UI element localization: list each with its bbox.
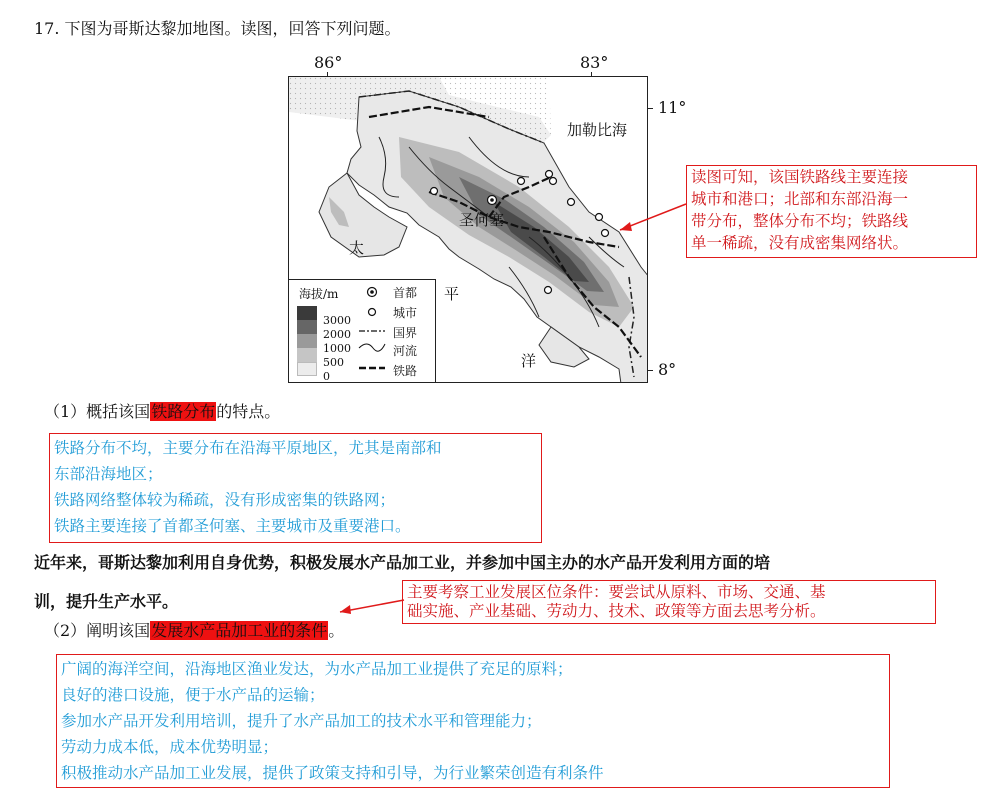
- map-note-box: [686, 165, 977, 258]
- q2-note-arrow: [330, 594, 406, 618]
- q2-note-line-2: 础实施、产业基础、劳动力、技术、政策等方面去思考分析。: [407, 602, 826, 620]
- answer-2-line-5: 积极推动水产品加工业发展，提供了政策支持和引导，为行业繁荣创造有利条件: [61, 764, 604, 782]
- legend-level-3000: 3000: [323, 314, 351, 327]
- pacific-label-1: 太: [349, 239, 365, 257]
- map-note-line-1: 读图可知，该国铁路线主要连接: [691, 168, 909, 186]
- lat-label-8: 8°: [658, 360, 677, 379]
- capital-label: 圣何塞: [459, 211, 505, 229]
- legend-railway: 铁路: [393, 364, 418, 378]
- intro-line-2: 训，提升生产水平。: [34, 592, 179, 611]
- map-note-line-2: 城市和港口；北部和东部沿海一: [691, 190, 909, 208]
- answer-2-line-2: 良好的港口设施，便于水产品的运输；: [61, 686, 325, 704]
- answer-2-line-4: 劳动力成本低，成本优势明显；: [61, 738, 279, 756]
- q2-highlight: 发展水产品加工业的条件: [151, 621, 328, 640]
- answer-1-box: [49, 433, 542, 543]
- answer-1-line-4: 铁路主要连接了首都圣何塞、主要城市及重要港口。: [54, 517, 411, 535]
- legend-title: 海拔/m: [299, 287, 339, 301]
- map-note-line-3: 带分布，整体分布不均；铁路线: [691, 212, 909, 230]
- legend-level-2000: 2000: [323, 328, 351, 341]
- answer-1-line-3: 铁路网络整体较为稀疏，没有形成密集的铁路网；: [54, 491, 396, 509]
- legend-level-1000: 1000: [323, 342, 351, 355]
- pacific-label-2: 平: [444, 285, 460, 303]
- q1-highlight: 铁路分布: [151, 402, 216, 421]
- map-note-line-4: 单一稀疏，没有成密集网络状。: [691, 234, 909, 252]
- legend-river: 河流: [393, 344, 418, 358]
- answer-2-line-3: 参加水产品开发利用培训，提升了水产品加工的技术水平和管理能力；: [61, 712, 542, 730]
- caribbean-sea-label: 加勒比海: [567, 121, 628, 139]
- legend-level-0: 0: [323, 370, 330, 383]
- q2-note-box: [402, 580, 936, 624]
- question-1: （1）概括该国铁路分布的特点。: [44, 402, 281, 421]
- lon-label-86: 86°: [314, 53, 343, 72]
- legend-city: 城市: [393, 306, 418, 320]
- legend-border: 国界: [393, 326, 418, 340]
- pacific-label-3: 洋: [521, 352, 537, 370]
- costa-rica-map: [288, 76, 648, 383]
- map-note-arrow: [610, 200, 690, 240]
- legend-symbols: [357, 282, 387, 382]
- intro-line-1: 近年来，哥斯达黎加利用自身优势，积极发展水产品加工业，并参加中国主办的水产品开发利用方面的培: [34, 553, 771, 572]
- answer-2-line-1: 广阔的海洋空间，沿海地区渔业发达，为水产品加工业提供了充足的原料；: [61, 660, 573, 678]
- lat-label-11: 11°: [658, 98, 687, 117]
- q2-note-line-1: 主要考察工业发展区位条件：要尝试从原料、市场、交通、基: [407, 583, 826, 601]
- legend-capital: 首都: [393, 286, 418, 300]
- lon-label-83: 83°: [580, 53, 609, 72]
- answer-2-box: [56, 654, 890, 788]
- map-legend: [289, 279, 436, 383]
- legend-level-500: 500: [323, 356, 344, 369]
- answer-1-line-2: 东部沿海地区；: [54, 465, 163, 483]
- question-title: 17. 下图为哥斯达黎加地图。读图，回答下列问题。: [34, 19, 401, 38]
- answer-1-line-1: 铁路分布不均，主要分布在沿海平原地区，尤其是南部和: [54, 439, 442, 457]
- question-2: （2）阐明该国发展水产品加工业的条件。: [44, 621, 345, 640]
